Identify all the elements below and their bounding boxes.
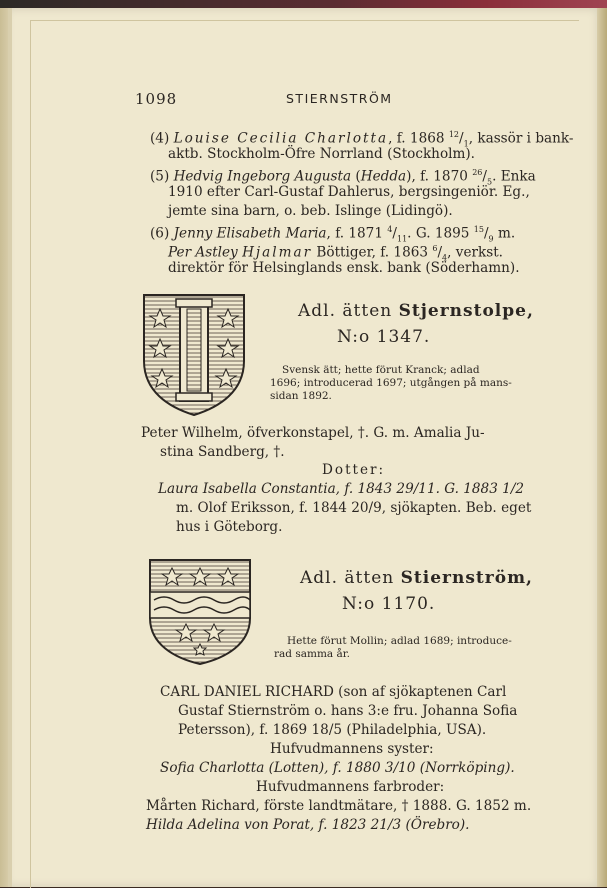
stiernstrom-uncle-line-1: Mårten Richard, förste landtmätare, † 1888. G. 1852 m. bbox=[146, 798, 532, 814]
stjernstolpe-heading: Adl. ätten Stjernstolpe, bbox=[298, 301, 534, 321]
stjernstolpe-dotter-label: Dotter: bbox=[322, 462, 386, 478]
stiernstrom-uncle-label: Hufvudmannens farbroder: bbox=[256, 779, 445, 795]
running-head: STIERNSTRÖM bbox=[286, 91, 393, 106]
entry-6-line-2: Per Astley Hjalmar Böttiger, f. 1863 $^6/_4$, verkst. bbox=[168, 244, 503, 263]
page-number: 1098 bbox=[135, 90, 178, 108]
entry-5-line-3: jemte sina barn, o. beb. Islinge (Lidingö). bbox=[168, 203, 453, 219]
stiernstrom-body-line-3: Petersson), f. 1869 18/5 (Philadelphia, USA). bbox=[178, 722, 487, 738]
entry-6-line-1: (6) Jenny Elisabeth Maria, f. 1871 $^4/_{11}$. G. 1895 $^{15}/_9$ m. bbox=[150, 225, 516, 244]
stjernstolpe-number: N:o 1347. bbox=[337, 327, 431, 347]
stiernstrom-heading: Adl. ätten Stiernström, bbox=[300, 568, 533, 588]
stjernstolpe-body-line-1: Peter Wilhelm, öfverkonstapel, †. G. m. Amalia Ju- bbox=[141, 425, 485, 441]
entry-5-line-2: 1910 efter Carl-Gustaf Dahlerus, bergsingeniör. Eg., bbox=[168, 184, 530, 200]
stjernstolpe-body-line-2: stina Sandberg, †. bbox=[160, 444, 285, 460]
page-edge-right bbox=[597, 8, 607, 887]
stjernstolpe-dotter-line-1: Laura Isabella Constantia, f. 1843 29/11. G. 1883 1/2 bbox=[158, 481, 525, 497]
stiernstrom-number: N:o 1170. bbox=[342, 594, 436, 614]
stjernstolpe-dotter-line-2: m. Olof Eriksson, f. 1844 20/9, sjökapten. Beb. eget bbox=[176, 500, 532, 516]
stiernstrom-coat-of-arms bbox=[146, 556, 254, 668]
stiernstrom-body-line-2: Gustaf Stiernström o. hans 3:e fru. Johanna Sofia bbox=[178, 703, 518, 719]
stjernstolpe-dotter-line-3: hus i Göteborg. bbox=[176, 519, 283, 535]
entry-6-line-3: direktör för Helsinglands ensk. bank (Söderhamn). bbox=[168, 260, 520, 276]
stiernstrom-sister-line: Sofia Charlotta (Lotten), f. 1880 3/10 (Norrköping). bbox=[160, 760, 515, 776]
stiernstrom-note-line-1: Hette förut Mollin; adlad 1689; introduce- bbox=[287, 635, 512, 647]
entry-4-line-2: aktb. Stockholm-Öfre Norrland (Stockholm). bbox=[168, 146, 475, 162]
stiernstrom-note-line-2: rad samma år. bbox=[274, 648, 350, 660]
stjernstolpe-coat-of-arms bbox=[140, 291, 248, 419]
stjernstolpe-note-line-3: sidan 1892. bbox=[270, 390, 332, 402]
stiernstrom-sister-label: Hufvudmannens syster: bbox=[270, 741, 434, 757]
entry-4-line-1: (4) Louise Cecilia Charlotta, f. 1868 $^{12}/_1$, kassör i bank- bbox=[150, 130, 574, 149]
entry-5-line-1: (5) Hedvig Ingeborg Augusta (Hedda), f. 1870 $^{26}/_5$. Enka bbox=[150, 168, 536, 187]
stiernstrom-uncle-line-2: Hilda Adelina von Porat, f. 1823 21/3 (Örebro). bbox=[146, 817, 470, 833]
stiernstrom-body-line-1: CARL DANIEL RICHARD (son af sjökaptenen Carl bbox=[160, 684, 507, 700]
stjernstolpe-note-line-1: Svensk ätt; hette förut Kranck; adlad bbox=[282, 364, 480, 376]
stjernstolpe-note-line-2: 1696; introducerad 1697; utgången på mans- bbox=[270, 377, 512, 389]
